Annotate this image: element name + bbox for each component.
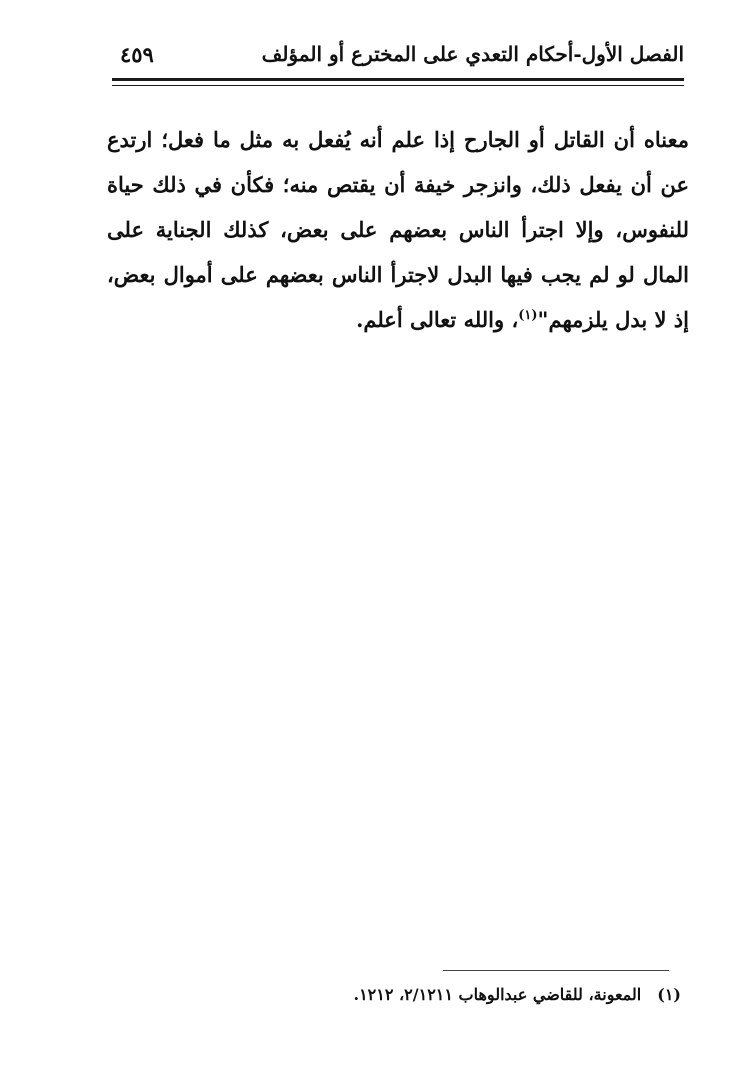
body-paragraph — [107, 117, 689, 342]
running-header — [112, 40, 684, 76]
chapter-title: الفصل الأول-أحكام التعدي على المخترع أو المؤلف — [261, 42, 684, 66]
header-rule-thick — [112, 78, 684, 81]
footnote-reference[interactable]: (١) — [518, 308, 538, 323]
header-rule-thin — [112, 85, 684, 86]
footnote-separator — [443, 970, 669, 971]
footnote-number: (١) — [657, 985, 681, 1004]
paragraph-closing: ، والله تعالى أعلم. — [356, 307, 519, 332]
page-number: ٤٥٩ — [120, 42, 154, 67]
paragraph-text: معناه أن القاتل أو الجارح إذا علم أنه يُفعل به مثل ما فعل؛ ارتدع عن أن يفعل ذلك، وانزجر خيفة أن يقتص منه؛ فكأن في ذلك حياة للنفوس، وإلا اجترأ الناس بعضهم على بعض، كذلك الجناية على المال لو لم يجب فيها البدل لاجترأ الناس بعضهم على أموال بعض، إذ لا بدل يلزمهم" — [107, 127, 689, 332]
footnote — [281, 985, 681, 1004]
footnote-text: المعونة، للقاضي عبدالوهاب ٢/١٢١١، ١٢١٢. — [353, 985, 642, 1004]
